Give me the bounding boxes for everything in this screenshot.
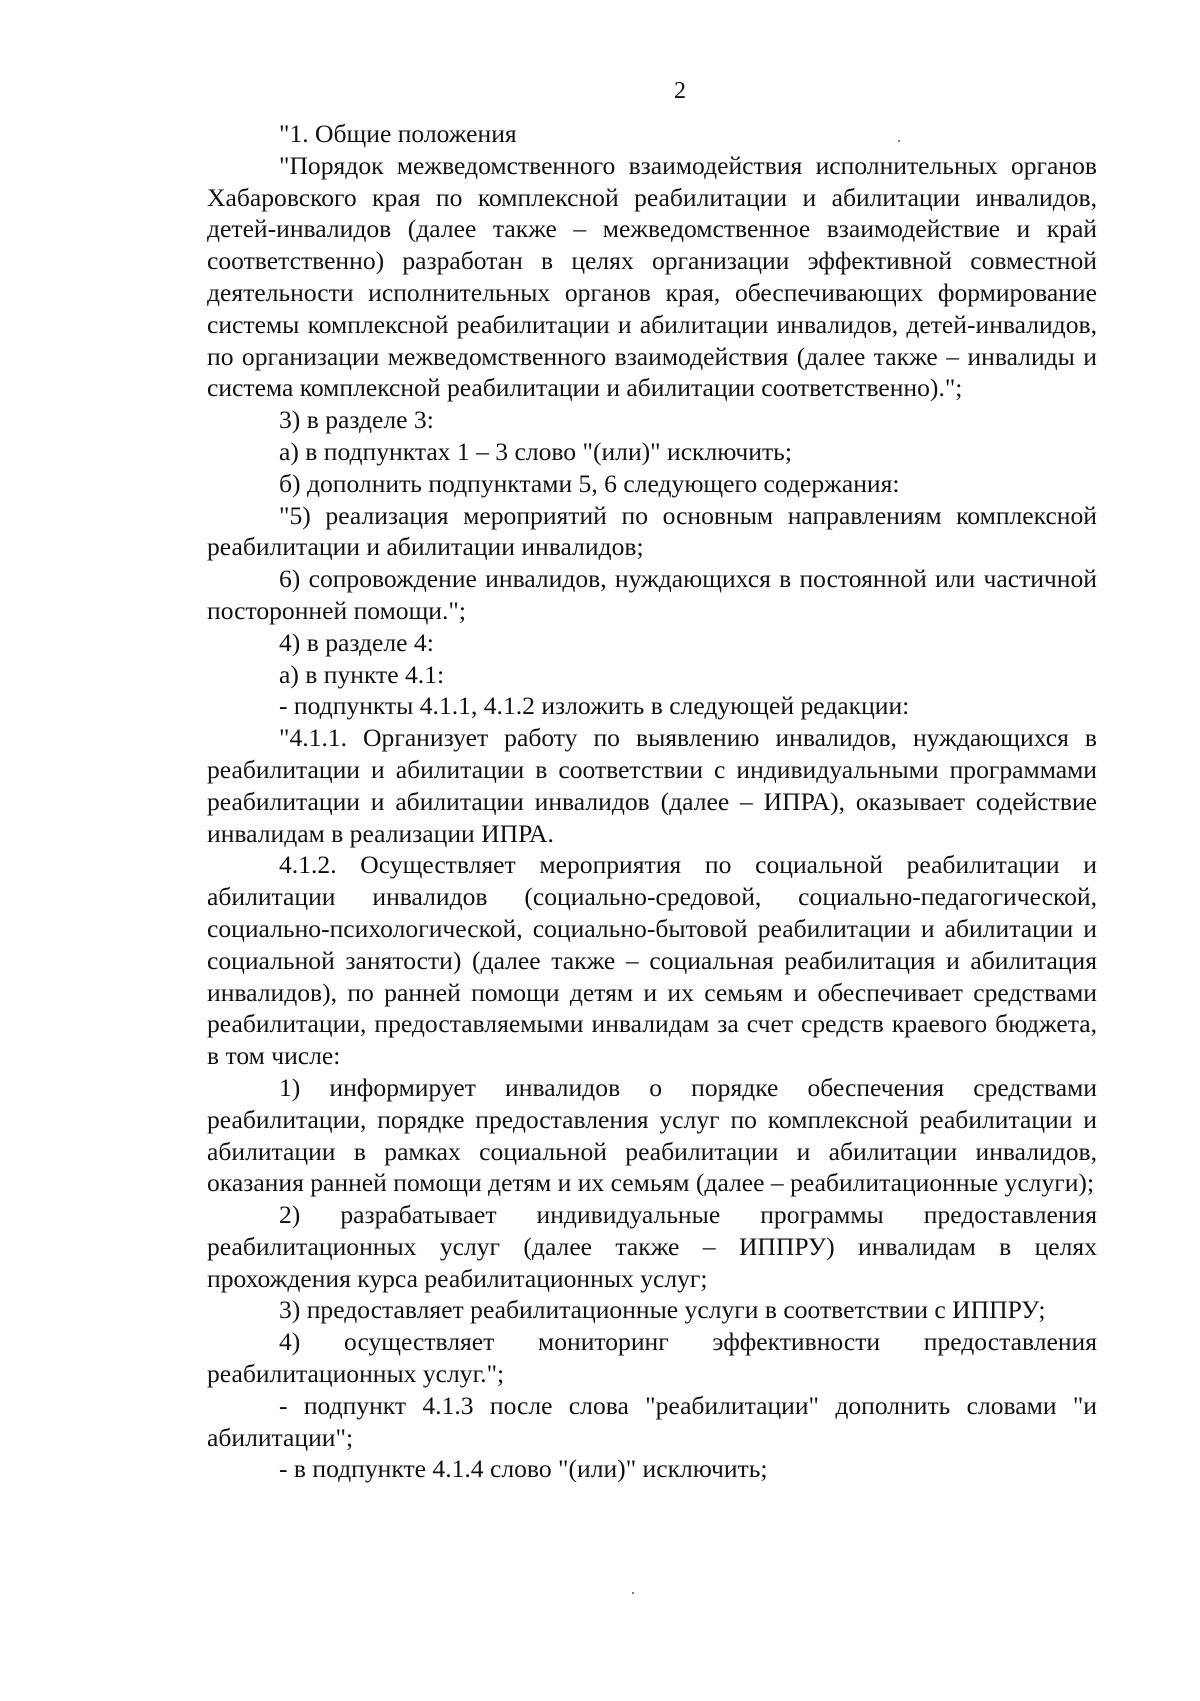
paragraph-4a: а) в пункте 4.1: xyxy=(279,659,445,689)
paragraph-3b: б) дополнить подпунктами 5, 6 следующего содержания: xyxy=(279,468,900,498)
paragraph-section-3: 3) в разделе 3: xyxy=(279,405,434,435)
paragraph-4-1-4: - в подпункте 4.1.4 слово "(или)" исключить; xyxy=(279,1454,768,1484)
paragraph-list-3: 3) предоставляет реабилитационные услуги в соответствии с ИППРУ; xyxy=(279,1295,1046,1325)
paragraph-list-2: 2) разрабатывает индивидуальные программы предоставления реабилитационных услуг (далее также – ИППРУ) инвалидам в целях прохождения курса реабилитационных услуг; xyxy=(207,1200,1097,1293)
paragraph-list-1: 1) информирует инвалидов о порядке обеспечения средствами реабилитации, порядке предоставления услуг по комплексной реабилитации и абилитации в рамках социальной реабилитации и абилитации инвалидов, оказания ранней помощи детям и их семьям (далее – реабилитационные услуги); xyxy=(207,1072,1097,1198)
paragraph-4-1-3: - подпункт 4.1.3 после слова "реабилитации" дополнить словами "и абилитации"; xyxy=(207,1390,1097,1452)
paragraph-subitems-intro: - подпункты 4.1.1, 4.1.2 изложить в следующей редакции: xyxy=(279,691,910,721)
paragraph-item-6: 6) сопровождение инвалидов, нуждающихся в постоянной или частичной посторонней помощи."; xyxy=(207,564,1097,625)
paragraph-4-1-1: "4.1.1. Организует работу по выявлению инвалидов, нуждающихся в реабилитации и абилитации в соответствии с индивидуальными программами реабилитации и абилитации инвалидов (далее – ИПРА), оказывает содействие инвалидам в реализации ИПРА. xyxy=(207,723,1097,848)
page-number: 2 xyxy=(674,78,686,104)
paragraph-section-4: 4) в разделе 4: xyxy=(279,627,434,657)
paragraph-procedure-definition: "Порядок межведомственного взаимодействия исполнительных органов Хабаровского края по комплексной реабилитации и абилитации инвалидов, детей-инвалидов (далее также – межведомственное взаимодействие и край соответственно) разработан в целях организации эффективной совместной деятельности исполнительных органов края, обеспечивающих формирование системы комплексной реабилитации и абилитации инвалидов, детей-инвалидов, по организации межведомственного взаимодействия (далее также – инвалиды и система комплексной реабилитации и абилитации соответственно)."; xyxy=(207,150,1097,403)
paragraph-item-5: "5) реализация мероприятий по основным направлениям комплексной реабилитации и абилитации инвалидов; xyxy=(207,500,1097,562)
paragraph-list-4: 4) осуществляет мониторинг эффективности предоставления реабилитационных услуг."; xyxy=(207,1327,1097,1389)
scan-speck xyxy=(632,1592,634,1594)
paragraph-4-1-2: 4.1.2. Осуществляет мероприятия по социальной реабилитации и абилитации инвалидов (социально-средовой, социально-педагогической, социально-психологической, социально-бытовой реабилитации и абилитации и социальной занятости) (далее также – социальная реабилитация и абилитация инвалидов), по ранней помощи детям и их семьям и обеспечивает средствами реабилитации, предоставляемыми инвалидам за счет средств краевого бюджета, в том числе: xyxy=(207,850,1097,1071)
scan-speck xyxy=(898,140,900,142)
document-body xyxy=(207,118,1097,1485)
paragraph-3a: а) в подпунктах 1 – 3 слово "(или)" исключить; xyxy=(279,436,792,466)
section-heading: "1. Общие положения xyxy=(279,119,517,148)
